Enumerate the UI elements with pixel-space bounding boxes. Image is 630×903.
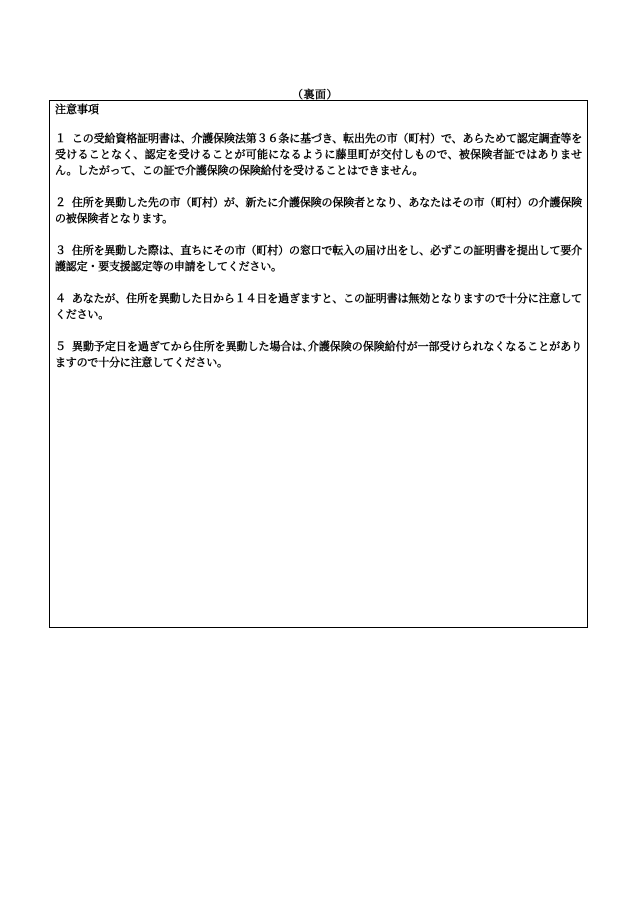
note-item-1 bbox=[55, 131, 582, 179]
note-number-5: ５ bbox=[55, 340, 66, 353]
page-heading: （裏面） bbox=[292, 88, 338, 101]
note-text-5: 異動予定日を過ぎてから住所を異動した場合は､介護保険の保険給付が一部受けられなくなることがありますので十分に注意してください。 bbox=[55, 340, 582, 369]
note-text-2: 住所を異動した先の市（町村）が、新たに介護保険の保険者となり、あなたはその市（町村）の介護保険の被保険者となります。 bbox=[55, 196, 582, 225]
note-text-4: あなたが、住所を異動した日から１４日を過ぎますと、この証明書は無効となりますので十分に注意してください。 bbox=[55, 292, 582, 321]
notes-box bbox=[49, 100, 588, 628]
note-number-1: １ bbox=[55, 132, 66, 145]
note-item-4 bbox=[55, 291, 582, 323]
note-number-2: ２ bbox=[55, 196, 66, 209]
note-item-5 bbox=[55, 339, 582, 371]
note-text-3: 住所を異動した際は、直ちにその市（町村）の窓口で転入の届け出をし、必ずこの証明書を提出して要介護認定・要支援認定等の申請をしてください。 bbox=[55, 244, 582, 273]
note-item-3 bbox=[55, 243, 582, 275]
notes-title: 注意事項 bbox=[55, 103, 99, 116]
note-number-4: ４ bbox=[55, 292, 66, 305]
note-number-3: ３ bbox=[55, 244, 66, 257]
note-text-1: この受給資格証明書は、介護保険法第３６条に基づき、転出先の市（町村）で、あらためて認定調査等を受けることなく、認定を受けることが可能になるように藤里町が交付しもので、被保険者証ではありません。したがって、この証で介護保険の保険給付を受けることはできません。 bbox=[55, 132, 582, 177]
note-item-2 bbox=[55, 195, 582, 227]
